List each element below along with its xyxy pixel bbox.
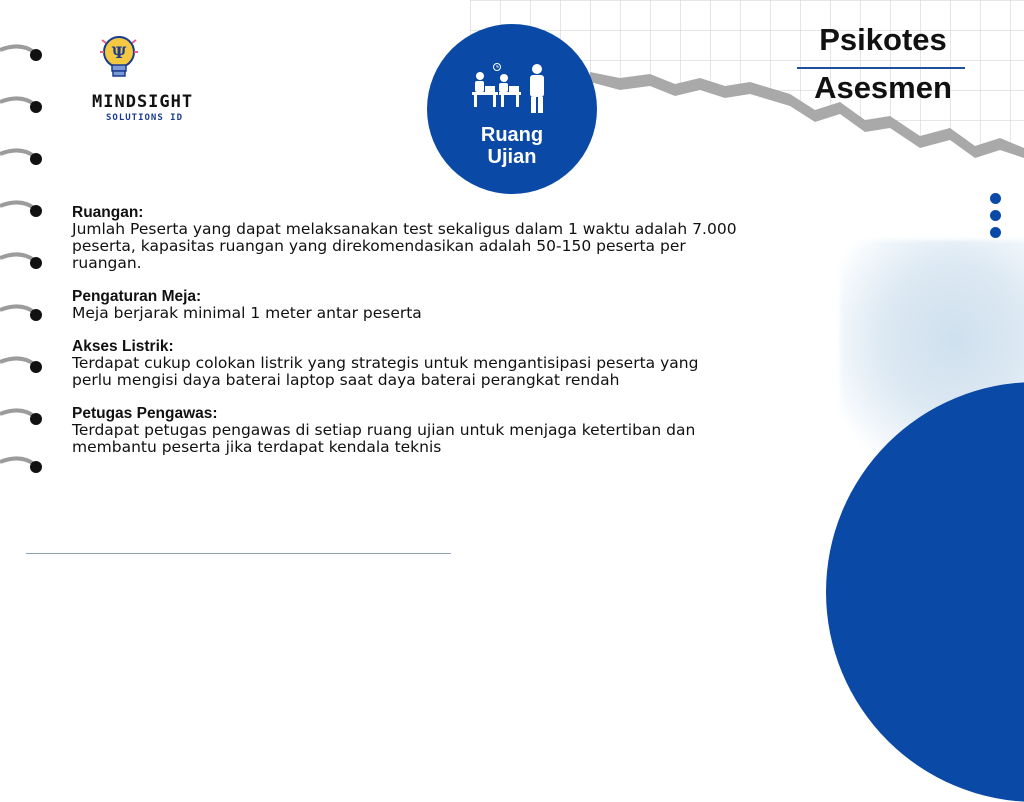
content-list — [72, 204, 852, 472]
lightbulb-icon — [98, 34, 140, 84]
section-body: Jumlah Peserta yang dapat melaksanakan test sekaligus dalam 1 waktu adalah 7.000 peserta, kapasitas ruangan yang direkomendasikan adalah 50-150 peserta per ruangan. — [72, 220, 737, 272]
section-body: Meja berjarak minimal 1 meter antar peserta — [72, 304, 422, 322]
section-heading: Akses Listrik: — [72, 338, 174, 355]
badge-line-2: Ujian — [487, 146, 537, 168]
ring-icon — [0, 352, 58, 380]
section-ruangan — [72, 204, 852, 272]
ring-icon — [0, 40, 58, 68]
logo-name: MINDSIGHT — [92, 92, 194, 112]
bottom-divider — [26, 553, 451, 554]
ring-icon — [0, 452, 58, 480]
ring-icon — [0, 196, 58, 224]
mindsight-logo — [92, 34, 222, 134]
logo-tagline: SOLUTIONS ID — [106, 113, 184, 123]
more-dots-icon — [990, 193, 1004, 243]
section-petugas-pengawas — [72, 405, 852, 456]
ring-icon — [0, 248, 58, 276]
section-heading: Petugas Pengawas: — [72, 405, 218, 422]
exam-room-icon — [471, 62, 553, 114]
ring-icon — [0, 92, 58, 120]
badge-line-1: Ruang — [480, 124, 544, 146]
page-title — [795, 22, 971, 110]
title-line-2: Asesmen — [814, 70, 952, 105]
title-line-1: Psikotes — [819, 22, 947, 57]
section-heading: Ruangan: — [72, 204, 144, 221]
ruang-ujian-badge — [427, 24, 597, 194]
section-pengaturan-meja — [72, 288, 852, 322]
ring-icon — [0, 300, 58, 328]
ring-icon — [0, 404, 58, 432]
spiral-binding — [0, 30, 60, 480]
section-body: Terdapat petugas pengawas di setiap ruang ujian untuk menjaga ketertiban dan membantu peserta jika terdapat kendala teknis — [72, 421, 696, 456]
title-divider — [797, 67, 965, 69]
ring-icon — [0, 144, 58, 172]
svg-text:Ψ: Ψ — [111, 43, 127, 62]
section-heading: Pengaturan Meja: — [72, 288, 202, 305]
section-body: Terdapat cukup colokan listrik yang strategis untuk mengantisipasi peserta yang perlu mengisi daya baterai laptop saat daya baterai perangkat rendah — [72, 354, 699, 389]
section-akses-listrik — [72, 338, 852, 389]
